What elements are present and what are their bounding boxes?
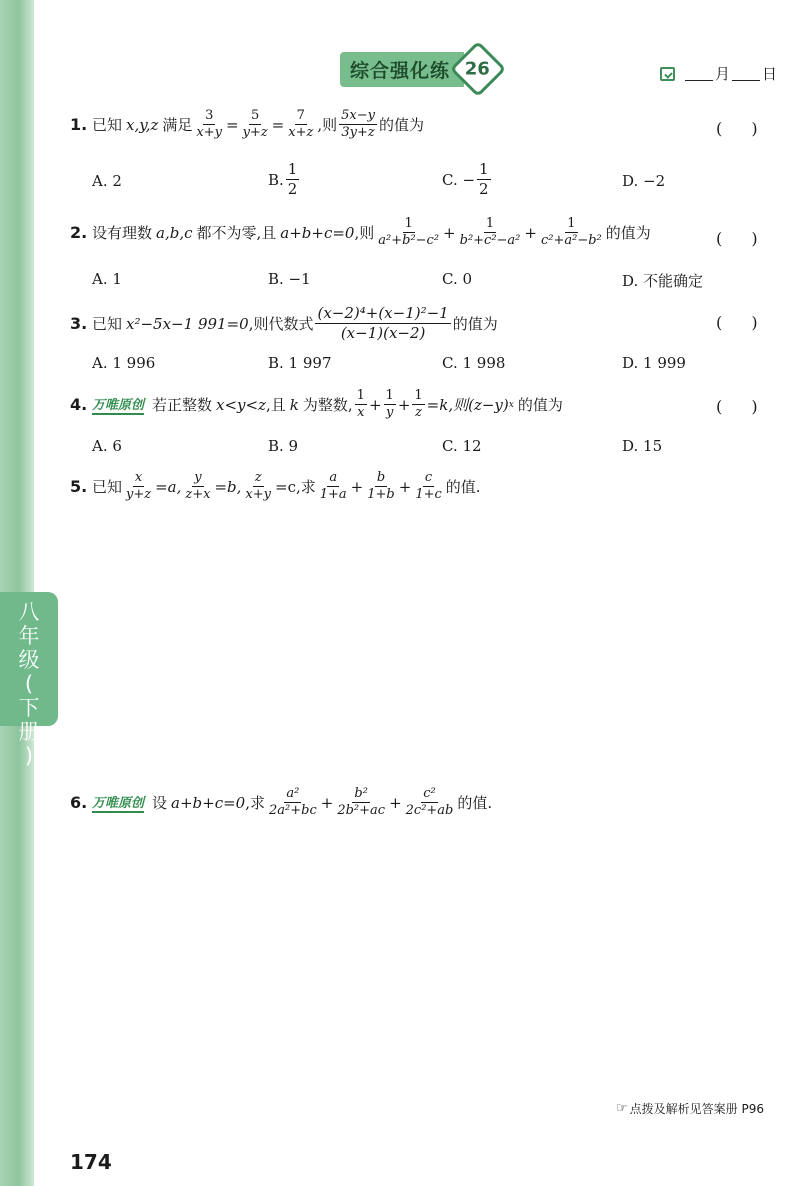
question-number: 4. (70, 395, 88, 414)
q-cond: x<y<z (216, 395, 267, 414)
option-a: A. 6 (92, 437, 122, 455)
section-badge (340, 52, 498, 86)
plus: + (397, 395, 411, 414)
equals: = (271, 115, 285, 134)
page-number: 174 (70, 1150, 112, 1174)
fraction: $\frac{a}{1+a}$ (319, 470, 347, 502)
option-d: D. 15 (622, 437, 663, 455)
fraction: $\frac{y}{z+x}$ (185, 470, 211, 502)
plus: + (389, 793, 402, 812)
section-title: 综合强化练 (340, 52, 464, 87)
option-a: A. 1 (92, 270, 122, 288)
answer-paren[interactable]: ( ) (716, 397, 770, 416)
question-number: 5. (70, 477, 88, 496)
fraction: $\frac{\text{c²}}{\text{2c²+ab}}$ (405, 786, 454, 818)
fraction: $\frac{b}{1+b}$ (367, 470, 395, 502)
q-text: 为整数, (302, 396, 353, 414)
option-d: D. −2 (622, 172, 666, 190)
answer-paren[interactable]: ( ) (716, 229, 770, 248)
q-text: 已知 (92, 478, 123, 496)
option-b: B. $\frac{1}{2}$ (268, 160, 298, 198)
question-3 (70, 304, 498, 343)
fraction: $\frac{\text{a²}}{\text{2a²+bc}}$ (269, 786, 317, 818)
q-text: 的值. (457, 794, 493, 812)
q-cond: x²−5x−1 991=0 (126, 314, 249, 333)
option-c: C. − $\frac{1}{2}$ (442, 160, 489, 198)
question-number: 3. (70, 314, 88, 333)
q-text: ,且 (266, 396, 286, 414)
question-number: 2. (70, 223, 88, 242)
fraction: $\frac{1}{\text{b²+c²−a²}}$ (459, 216, 521, 248)
fraction: $\frac{\text{(x−2)⁴+(x−1)²−1}}{(x-1)(x-2)}$ (317, 304, 449, 342)
q-text: 若正整数 (152, 396, 213, 414)
fraction: $\frac{3}{x+y}$ (196, 108, 222, 140)
q-text: =a, (155, 477, 182, 496)
q-text: ,则 (354, 224, 375, 242)
fraction: $\frac{\text{b²}}{\text{2b²+ac}}$ (337, 786, 386, 818)
q-cond: a+b+c=0 (280, 223, 355, 242)
option-a: A. 2 (92, 172, 122, 190)
pointing-hand-icon: ☞ (616, 1101, 628, 1116)
option-c: C. 1 998 (442, 354, 506, 372)
section-number: 26 (465, 58, 491, 80)
q-text: 设 (152, 794, 168, 812)
plus: + (320, 793, 334, 812)
q-text: 的值为 (452, 315, 498, 333)
fraction: $\frac{x}{y+z}$ (126, 470, 152, 502)
q-text: ,则 (317, 116, 338, 134)
answer-reference-text: 点拨及解析见答案册 P96 (629, 1102, 764, 1116)
plus: + (443, 223, 456, 242)
option-b: B. 9 (268, 437, 299, 455)
day-label: 日 (762, 65, 778, 83)
fraction: $\frac{c}{1+c}$ (415, 470, 442, 502)
fraction: $\frac{1}{\text{a²+b²−c²}}$ (378, 216, 440, 248)
grade-char: 年 (18, 624, 40, 648)
option-d: D. 1 999 (622, 354, 686, 372)
option-c: C. 0 (442, 270, 473, 288)
q-text: 满足 (162, 116, 193, 134)
q-text: ,求 (245, 794, 266, 812)
grade-tab (0, 592, 58, 768)
option-a: A. 1 996 (92, 354, 156, 372)
grade-char: ) (24, 744, 34, 768)
plus: + (368, 395, 382, 414)
answer-paren[interactable]: ( ) (716, 119, 770, 138)
q-text: =c,求 (275, 478, 316, 496)
plus: + (524, 223, 537, 242)
original-tag: 万唯原创 (92, 792, 144, 813)
grade-char: ( (24, 672, 34, 696)
q-text: =k,则 (426, 396, 469, 414)
fraction: $\frac{7}{x+z}$ (288, 108, 314, 140)
plus: + (398, 477, 412, 496)
q-vars: x,y,z (126, 115, 159, 134)
q-text: 已知 (92, 315, 123, 333)
answer-paren[interactable]: ( ) (716, 313, 770, 332)
question-number: 1. (70, 115, 88, 134)
plus: + (350, 477, 364, 496)
q-text: 的值为 (378, 116, 424, 134)
q-cond: a+b+c=0 (171, 793, 246, 812)
q-expr: (z−y) (468, 395, 509, 414)
question-6 (70, 786, 492, 819)
option-c: C. 12 (442, 437, 482, 455)
grade-char: 级 (18, 648, 40, 672)
option-b: B. −1 (268, 270, 311, 288)
equals: = (226, 115, 239, 134)
q-sup: x (508, 399, 514, 410)
grade-char: 八 (18, 600, 40, 624)
q-text: 设有理数 (92, 224, 153, 242)
fraction: $\frac{z}{x+y}$ (245, 470, 271, 502)
question-4 (70, 388, 563, 421)
question-1 (70, 108, 424, 141)
q-text: 的值. (445, 478, 481, 496)
q-var: k (289, 395, 299, 414)
fraction: $\frac{5}{y+z}$ (242, 108, 268, 140)
q-text: 的值为 (605, 224, 651, 242)
fraction: $\frac{1}{x}$ (356, 388, 365, 420)
date-field (660, 63, 777, 84)
section-number-badge (450, 41, 507, 98)
original-tag: 万唯原创 (92, 394, 144, 415)
question-2 (70, 216, 651, 249)
question-number: 6. (70, 793, 88, 812)
fraction: $\frac{1}{y}$ (385, 388, 394, 420)
q-text: =b, (214, 477, 242, 496)
q-text: 都不为零,且 (196, 224, 277, 242)
option-b: B. 1 997 (268, 354, 332, 372)
calendar-check-icon (660, 67, 675, 81)
fraction: $\frac{5x-y}{3y+z}$ (341, 108, 375, 140)
day-blank[interactable] (732, 66, 760, 81)
month-blank[interactable] (685, 66, 713, 81)
q-text: 已知 (92, 116, 123, 134)
q-text: 的值为 (517, 396, 563, 414)
option-d: D. 不能确定 (622, 272, 704, 290)
q-text: ,则代数式 (248, 315, 314, 333)
grade-char: 册 (18, 720, 40, 744)
q-vars: a,b,c (156, 223, 193, 242)
grade-char: 下 (18, 696, 40, 720)
fraction: $\frac{1}{\text{c²+a²−b²}}$ (540, 216, 602, 248)
fraction: $\frac{1}{z}$ (414, 388, 423, 420)
month-label: 月 (715, 65, 731, 83)
question-5 (70, 470, 481, 503)
answer-reference (616, 1100, 764, 1117)
